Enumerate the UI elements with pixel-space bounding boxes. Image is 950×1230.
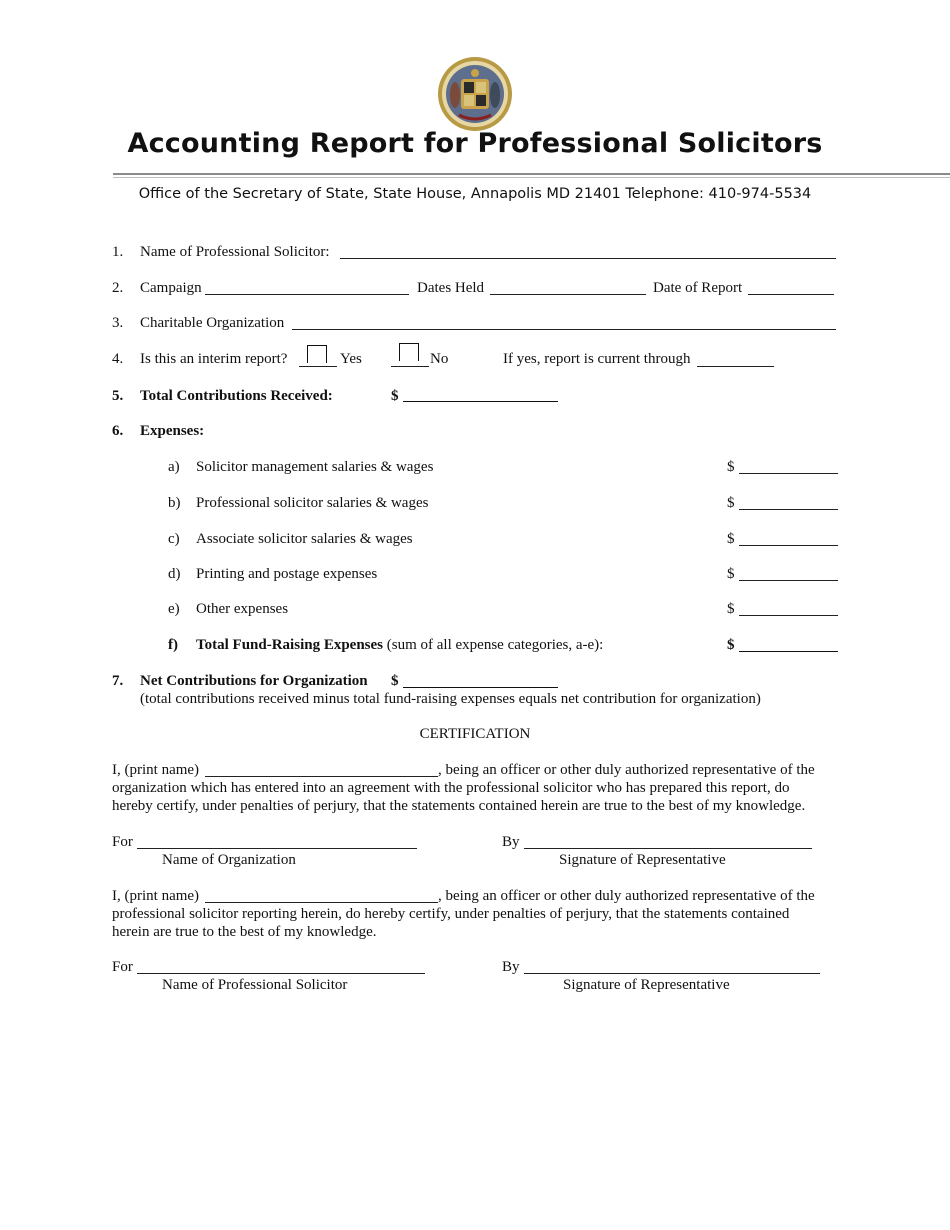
- currency-symbol: $: [391, 388, 399, 404]
- solicitor-name-field[interactable]: [340, 258, 836, 259]
- no-checkbox[interactable]: [399, 343, 419, 361]
- dates-held-field[interactable]: [490, 294, 646, 295]
- currency-symbol: $: [727, 531, 735, 547]
- certification-text: organization which has entered into an agreement with the professional solicitor who has prepared this report, do: [112, 780, 790, 796]
- by-label: By: [502, 959, 520, 975]
- currency-symbol: $: [391, 673, 399, 689]
- yes-checkbox[interactable]: [307, 345, 327, 363]
- net-contributions-label: Net Contributions for Organization: [140, 673, 368, 689]
- expense-label: Solicitor management salaries & wages: [196, 459, 434, 475]
- organization-name-field[interactable]: [137, 848, 417, 849]
- page-title: Accounting Report for Professional Solicitors: [127, 128, 823, 159]
- date-of-report-field[interactable]: [748, 294, 834, 295]
- header-rule-light: [113, 177, 950, 178]
- current-through-label: If yes, report is current through: [503, 351, 691, 367]
- expense-letter: a): [168, 459, 180, 475]
- yes-underline: [299, 366, 337, 367]
- no-underline: [391, 366, 429, 367]
- total-expenses-field[interactable]: [739, 651, 838, 652]
- state-seal-icon: [437, 55, 513, 133]
- current-through-field[interactable]: [697, 366, 774, 367]
- total-expenses-note: (sum of all expense categories, a-e):: [386, 637, 604, 653]
- signature-field[interactable]: [524, 848, 812, 849]
- office-address: Office of the Secretary of State, State House, Annapolis MD 21401 Telephone: 410-974-5534: [138, 186, 812, 202]
- expense-label: Associate solicitor salaries & wages: [196, 531, 413, 547]
- certification-text: herein are true to the best of my knowledge.: [112, 924, 377, 940]
- currency-symbol: $: [727, 459, 735, 475]
- expense-label: Other expenses: [196, 601, 289, 617]
- certification-text: hereby certify, under penalties of perjury, that the statements contained herein are true to the best of my knowledge.: [112, 798, 806, 814]
- expense-amount-field[interactable]: [739, 545, 838, 546]
- expense-amount-field[interactable]: [739, 473, 838, 474]
- total-expenses-label: [196, 636, 603, 654]
- item-number: 2.: [112, 280, 124, 296]
- certification-heading: CERTIFICATION: [419, 726, 531, 742]
- for-label: For: [112, 959, 133, 975]
- total-contributions-field[interactable]: [403, 401, 558, 402]
- by-label: By: [502, 834, 520, 850]
- header-rule: [113, 173, 950, 175]
- total-contributions-label: Total Contributions Received:: [140, 388, 333, 404]
- item-number: 5.: [112, 388, 124, 404]
- print-name-label: I, (print name): [112, 888, 200, 904]
- no-label: No: [430, 351, 449, 367]
- item-number: 3.: [112, 315, 124, 331]
- net-contributions-note: (total contributions received minus total fund-raising expenses equals net contribution for organization): [140, 691, 761, 707]
- item-number: 1.: [112, 244, 124, 260]
- expense-letter: f): [168, 637, 178, 653]
- net-contributions-field[interactable]: [403, 687, 558, 688]
- expense-label: Printing and postage expenses: [196, 566, 378, 582]
- organization-name-caption: Name of Organization: [162, 852, 296, 868]
- signature-caption: Signature of Representative: [559, 852, 726, 868]
- expense-letter: d): [168, 566, 181, 582]
- currency-symbol: $: [727, 637, 735, 653]
- certification-text: , being an officer or other duly authorized representative of the: [438, 762, 815, 778]
- expense-amount-field[interactable]: [739, 509, 838, 510]
- currency-symbol: $: [727, 495, 735, 511]
- expense-letter: c): [168, 531, 180, 547]
- signature-caption: Signature of Representative: [563, 977, 730, 993]
- expenses-heading: Expenses:: [140, 423, 205, 439]
- print-name-field[interactable]: [205, 776, 438, 777]
- solicitor-name-label: Name of Professional Solicitor:: [140, 244, 330, 260]
- total-expenses-bold: Total Fund-Raising Expenses: [196, 637, 384, 653]
- print-name-label: I, (print name): [112, 762, 200, 778]
- expense-letter: e): [168, 601, 180, 617]
- campaign-label: Campaign: [140, 280, 202, 296]
- certification-text: professional solicitor reporting herein, do hereby certify, under penalties of perjury, that the statements contained: [112, 906, 790, 922]
- charitable-org-label: Charitable Organization: [140, 315, 285, 331]
- dates-held-label: Dates Held: [417, 280, 485, 296]
- expense-letter: b): [168, 495, 181, 511]
- campaign-field[interactable]: [205, 294, 409, 295]
- item-number: 6.: [112, 423, 124, 439]
- for-label: For: [112, 834, 133, 850]
- expense-amount-field[interactable]: [739, 580, 838, 581]
- signature-field[interactable]: [524, 973, 820, 974]
- solicitor-name-sig-field[interactable]: [137, 973, 425, 974]
- item-number: 4.: [112, 351, 124, 367]
- certification-text: , being an officer or other duly authorized representative of the: [438, 888, 815, 904]
- solicitor-name-caption: Name of Professional Solicitor: [162, 977, 348, 993]
- date-of-report-label: Date of Report: [653, 280, 743, 296]
- print-name-field[interactable]: [205, 902, 438, 903]
- charitable-org-field[interactable]: [292, 329, 836, 330]
- currency-symbol: $: [727, 566, 735, 582]
- interim-question: Is this an interim report?: [140, 351, 288, 367]
- item-number: 7.: [112, 673, 124, 689]
- expense-label: Professional solicitor salaries & wages: [196, 495, 429, 511]
- expense-amount-field[interactable]: [739, 615, 838, 616]
- yes-label: Yes: [340, 351, 362, 367]
- currency-symbol: $: [727, 601, 735, 617]
